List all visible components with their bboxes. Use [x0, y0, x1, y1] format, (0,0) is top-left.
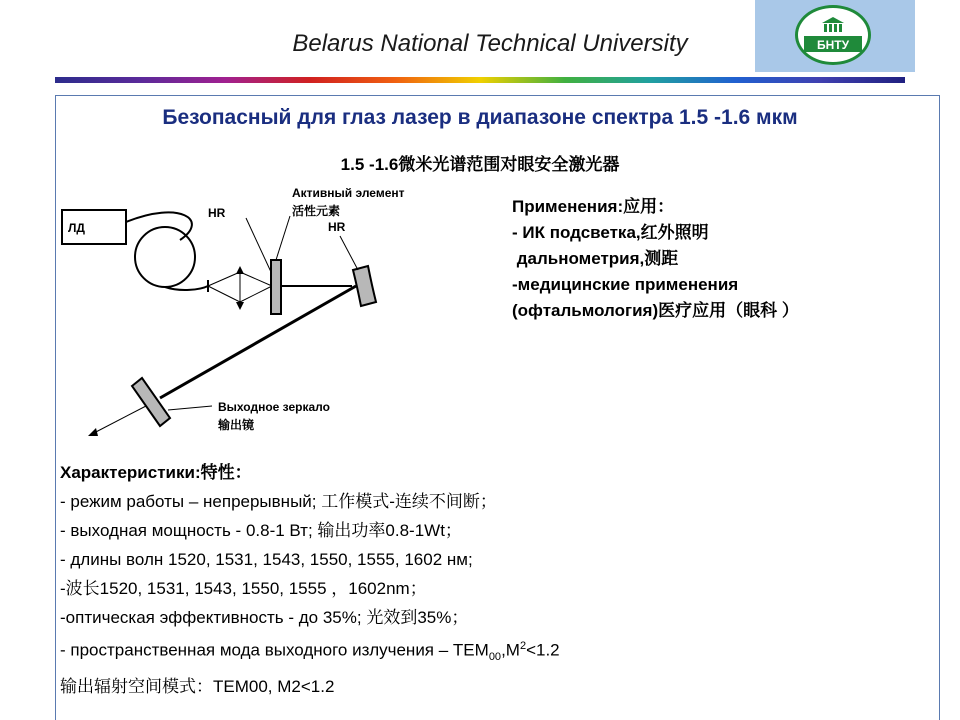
- characteristics-block: [60, 458, 560, 701]
- characteristics-heading: Характеристики:特性：: [60, 463, 252, 482]
- slide-title: Безопасный для глаз лазер в диапазоне спектра 1.5 -1.6 мкм: [162, 106, 798, 129]
- active-element: [271, 260, 281, 314]
- logo-emblem: [795, 5, 871, 65]
- characteristics-line: - длины волн 1520, 1531, 1543, 1550, 1555, 1602 нм;: [60, 550, 473, 569]
- active-element-label-zh: 活性元素: [292, 204, 341, 218]
- applications-item: -медицинские применения: [512, 275, 739, 294]
- hr-label-2: HR: [328, 220, 346, 234]
- characteristics-line: - режим работы – непрерывный; 工作模式-连续不间断；: [60, 492, 497, 511]
- applications-heading: Применения:应用：: [512, 197, 675, 216]
- header-rainbow-divider: [55, 77, 905, 83]
- hr-label-1: HR: [208, 206, 226, 220]
- output-mirror: [132, 378, 170, 426]
- hr-mirror: [353, 266, 376, 306]
- mode-superscript: 2: [519, 640, 527, 652]
- characteristics-line: - выходная мощность - 0.8-1 Вт; 输出功率0.8-1Wt；: [60, 521, 462, 540]
- university-name: Belarus National Technical University: [292, 30, 688, 57]
- output-mirror-label-zh: 输出镜: [218, 418, 255, 432]
- mode-subscript: 00: [488, 651, 502, 664]
- ld-label: ЛД: [68, 221, 85, 235]
- applications-block: [512, 194, 799, 324]
- slide-subtitle: 1.5 -1.6微米光谱范围对眼安全激光器: [340, 155, 620, 174]
- mode-mid: ,M: [501, 640, 520, 660]
- characteristics-line: -波长1520, 1531, 1543, 1550, 1555 ，1602nm；: [60, 579, 427, 598]
- fiber-lead: [126, 212, 192, 240]
- logo-text: БНТУ: [816, 38, 850, 52]
- characteristics-line: 输出辐射空间模式：TEM00, M2<1.2: [60, 677, 335, 697]
- mode-suffix: <1.2: [526, 640, 560, 660]
- building-icon: [820, 16, 846, 34]
- characteristics-line: -оптическая эффективность - до 35%; 光效到35%；: [60, 608, 469, 627]
- characteristics-line-mode: [60, 632, 560, 672]
- slide-header: [0, 0, 960, 90]
- applications-item: дальнометрия,测距: [512, 249, 679, 268]
- applications-item: - ИК подсветка,红外照明: [512, 223, 709, 242]
- laser-diagram: [60, 180, 490, 440]
- university-logo: [755, 0, 915, 72]
- applications-item: (офтальмология)医疗应用（眼科 ）: [512, 301, 799, 320]
- output-mirror-label-ru: Выходное зеркало: [218, 400, 330, 414]
- mode-prefix: - пространственная мода выходного излучения – TEM: [60, 640, 489, 660]
- active-element-label-ru: Активный элемент: [292, 186, 405, 200]
